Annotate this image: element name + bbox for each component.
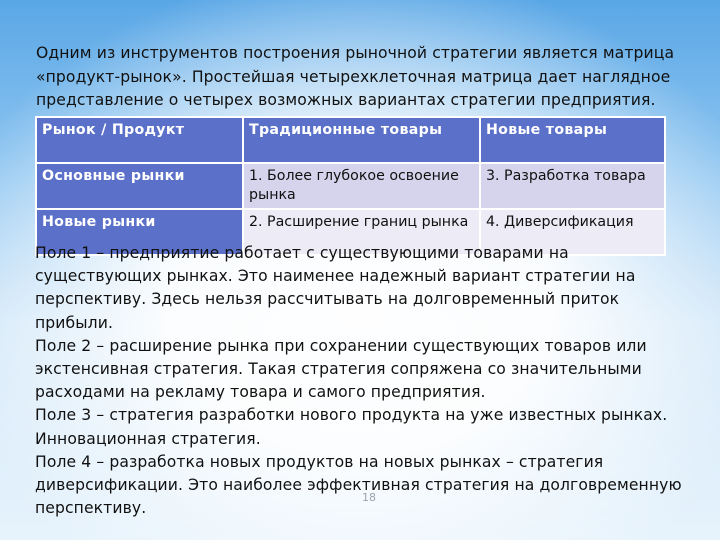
matrix-cell: 4. Диверсификация xyxy=(480,209,665,255)
matrix-row-label: Новые рынки xyxy=(36,209,243,255)
product-market-matrix xyxy=(35,116,666,256)
matrix-cell: 3. Разработка товара xyxy=(480,163,665,209)
field-description: Поле 3 – стратегия разработки нового продукта на уже известных рынках. xyxy=(35,406,668,425)
matrix-cell: 2. Расширение границ рынка xyxy=(243,209,480,255)
matrix-header-cell: Рынок / Продукт xyxy=(36,117,243,163)
page-number: 18 xyxy=(362,491,376,504)
field-description: Инновационная стратегия. xyxy=(35,429,261,448)
matrix-header-cell: Традиционные товары xyxy=(243,117,480,163)
intro-paragraph: Одним из инструментов построения рыночной стратегии является матрица «продукт-рынок». Простейшая четырехклеточная матрица дает наглядное представление о четырех возможных вариантах стратегии предприятия. xyxy=(36,44,675,109)
matrix-row xyxy=(36,163,665,209)
matrix-row-label: Основные рынки xyxy=(36,163,243,209)
field-description: Поле 4 – разработка новых продуктов на новых рынках – стратегия диверсификации. Это наиболее эффективная стратегия на долговременную перспективу. xyxy=(35,452,682,518)
matrix-header-cell: Новые товары xyxy=(480,117,665,163)
field-description: Поле 1 – предприятие работает с существующими товарами на существующих рынках. Это наименее надежный вариант стратегии на перспективу. Здесь нельзя рассчитывать на долговременный приток прибыли. xyxy=(35,244,636,332)
matrix-header-row xyxy=(36,117,665,163)
matrix-cell: 1. Более глубокое освоение рынка xyxy=(243,163,480,209)
field-description: Поле 2 – расширение рынка при сохранении существующих товаров или экстенсивная стратегия. Такая стратегия сопряжена со значительными расходами на рекламу товара и самого предприятия. xyxy=(35,336,647,402)
